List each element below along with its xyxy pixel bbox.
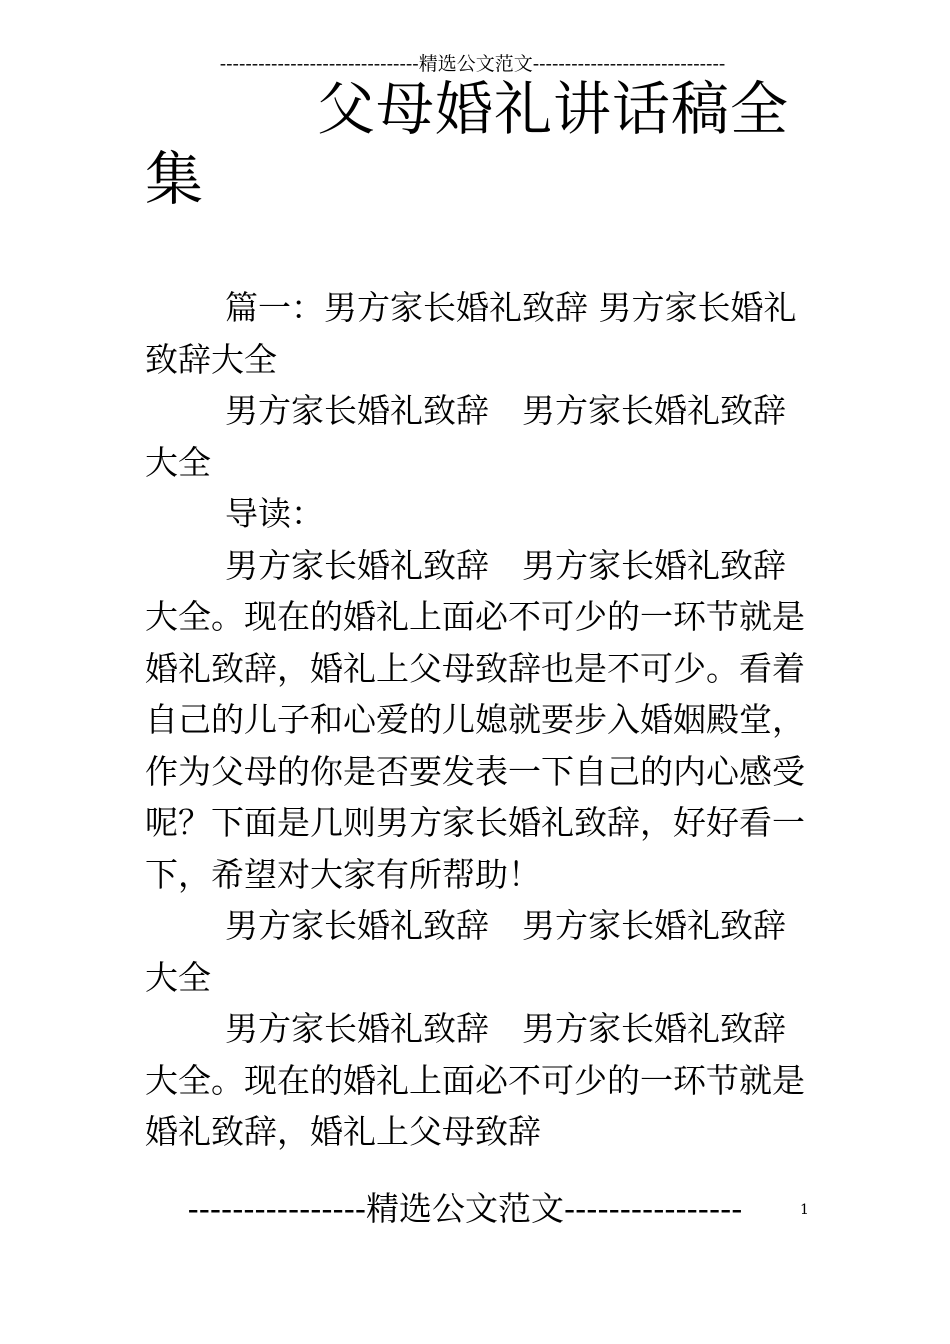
page-number: 1 (800, 1202, 809, 1218)
paragraph: 篇一：男方家长婚礼致辞 男方家长婚礼致辞大全 (145, 288, 797, 379)
page-footer: ----------------精选公文范文---------------- (187, 1189, 743, 1228)
paragraph: 男方家长婚礼致辞 男方家长婚礼致辞大全 (145, 391, 786, 482)
paragraph: 男方家长婚礼致辞 男方家长婚礼致辞大全 (145, 906, 786, 997)
paragraph: 导读： (225, 494, 324, 533)
document-body (145, 282, 810, 1158)
paragraph: 男方家长婚礼致辞 男方家长婚礼致辞大全。现在的婚礼上面必不可少的一环节就是婚礼致辞，婚礼上父母致辞也是不可少。看着自己的儿子和心爱的儿媳就要步入婚姻殿堂，作为父母的你是否要发表一下自己的内心感受呢？下面是几则男方家长婚礼致辞，好好看一下，希望对大家有所帮助！ (145, 545, 805, 894)
document-title: 父母婚礼讲话稿全集 (145, 75, 790, 213)
paragraph: 男方家长婚礼致辞 男方家长婚礼致辞大全。现在的婚礼上面必不可少的一环节就是婚礼致辞，婚礼上父母致辞 (145, 1009, 805, 1151)
page-header: -------------------------------精选公文范文------------------------------ (219, 53, 726, 75)
